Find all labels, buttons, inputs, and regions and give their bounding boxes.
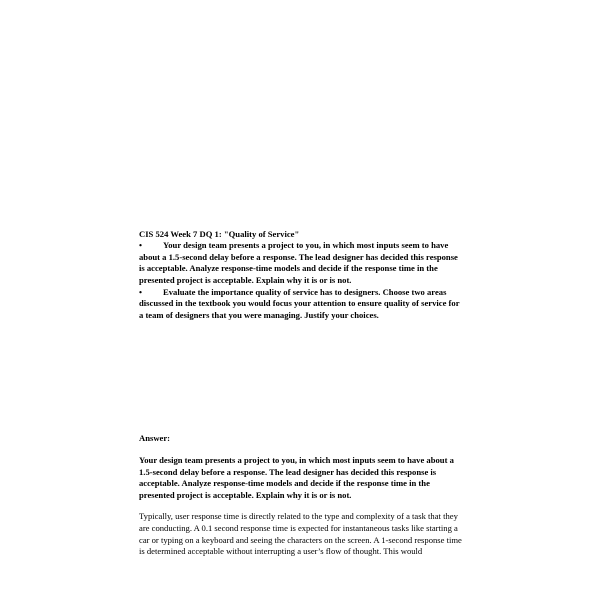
question-text-1: Your design team presents a project to you, in which most inputs seem to have about a 1.5-second delay before a response. The lead designer has decided this response is acceptable. Analyze response-time models and decide if the response time in the presented project is acceptable. Explain why it is or is not. bbox=[139, 240, 458, 285]
answer-label: Answer: bbox=[139, 433, 171, 443]
bullet-icon: • bbox=[139, 240, 143, 251]
question-section bbox=[139, 229, 469, 321]
bullet-icon: • bbox=[139, 286, 143, 297]
answer-section bbox=[139, 433, 469, 558]
answer-question: Your design team presents a project to you, in which most inputs seem to have about a 1.5-second delay before a response. The lead designer has decided this response is acceptable. Analyze response-time models and decide if the response time in the presented project is acceptable. Explain why it is or is not. bbox=[139, 455, 454, 500]
answer-body: Typically, user response time is directly related to the type and complexity of a task that they are conducting. A 0.1 second response time is expected for instantaneous tasks like starting a car or typing on a keyboard and seeing the characters on the screen. A 1-second response time is determined acceptable without interrupting a user’s flow of thought. This would bbox=[139, 511, 462, 557]
question-text-2: Evaluate the importance quality of service has to designers. Choose two areas discussed in the textbook you would focus your attention to ensure quality of service for a team of designers that you were managing. Justify your choices. bbox=[139, 286, 460, 320]
document-title: CIS 524 Week 7 DQ 1: "Quality of Service" bbox=[139, 229, 300, 239]
question-bullet-2 bbox=[139, 287, 463, 322]
question-bullet-1 bbox=[139, 240, 463, 286]
